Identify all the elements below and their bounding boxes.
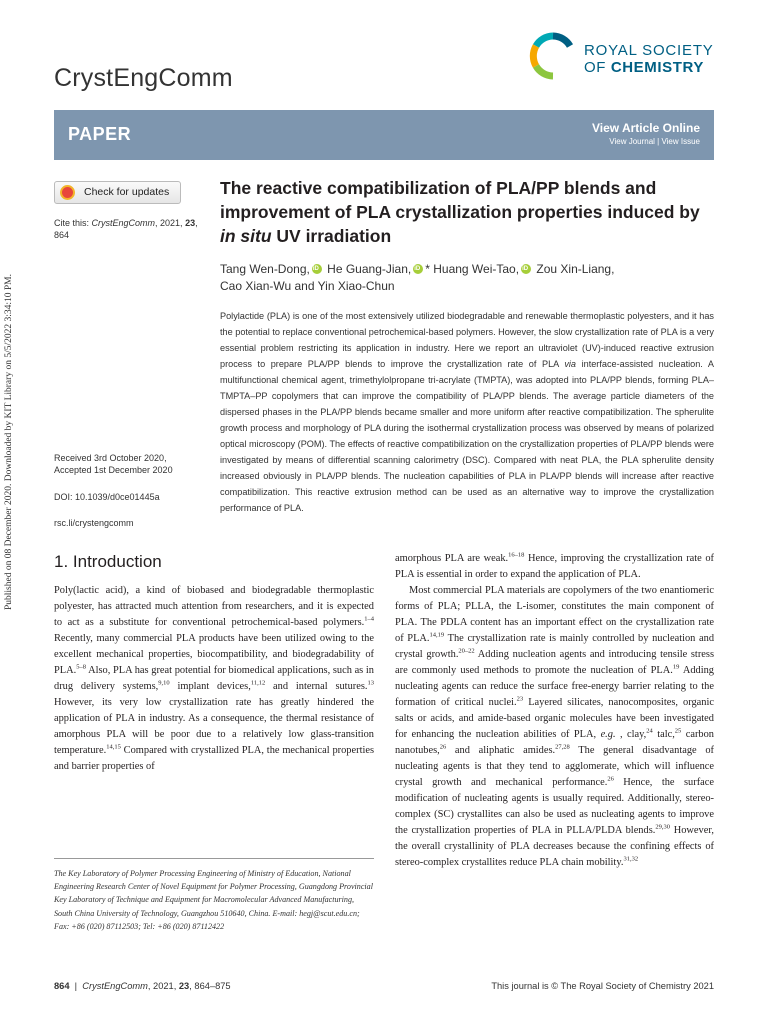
- publisher-of: OF: [584, 59, 611, 76]
- reference[interactable]: 24: [646, 727, 653, 735]
- cite-journal: CrystEngComm: [91, 218, 156, 228]
- affiliation-footnote: The Key Laboratory of Polymer Processing Engineering of Ministry of Education, National Engineering Research Center of Novel Equipment for Polymer Processing, Guangdong Provincial Key Laboratory of Technique and Equipment for Macromolecular Advanced Manufacturing, South China University of Technology, Guangzhou 510640, China. E-mail: hegj@scut.edu.cn; Fax: +86 (020) 87112503; Tel: +86 (020) 87112422: [54, 869, 373, 931]
- reference[interactable]: 29,30: [655, 823, 670, 831]
- title-part2: UV irradiation: [271, 226, 392, 246]
- view-article-online-link[interactable]: View Article Online: [591, 121, 700, 135]
- publisher-name-line2: [584, 59, 704, 76]
- reference[interactable]: 26: [607, 775, 614, 783]
- reference[interactable]: 31,32: [623, 855, 639, 863]
- article-title: [220, 176, 720, 248]
- reference[interactable]: 23: [516, 695, 524, 703]
- citation-info: [54, 217, 214, 241]
- journal-short-link[interactable]: rsc.li/crystengcomm: [54, 518, 134, 528]
- abstract: [220, 308, 714, 516]
- page-footer-citation: 864 | CrystEngComm, 2021, 23, 864–875: [54, 981, 231, 991]
- page-number: 864: [54, 981, 70, 991]
- reference[interactable]: 27,28: [555, 743, 570, 751]
- doi[interactable]: DOI: 10.1039/d0ce01445a: [54, 492, 160, 502]
- author-list: [220, 261, 700, 295]
- article-type-banner: [54, 110, 714, 160]
- author-5-6: Cao Xian-Wu and Yin Xiao-Chun: [220, 279, 395, 293]
- orcid-icon[interactable]: [413, 264, 423, 274]
- title-part1: The reactive compatibilization of PLA/PP blends and improvement of PLA crystallization properties induced by: [220, 178, 700, 222]
- title-italic: in situ: [220, 226, 272, 246]
- intro-left-column: [54, 583, 374, 775]
- reference[interactable]: 20–22: [458, 647, 475, 655]
- journal-name: CrystEngComm: [54, 64, 233, 92]
- article-type-label: PAPER: [68, 124, 132, 144]
- download-notice-text: Published on 08 December 2020. Downloaded by KIT Library on 5/5/2022 3:34:10 PM.: [4, 274, 14, 610]
- footer-journal: CrystEngComm: [82, 981, 148, 991]
- section-heading: 1. Introduction: [54, 552, 162, 571]
- rsc-logo-icon: [528, 32, 578, 80]
- intro-paragraph-continued: amorphous PLA are weak.$^{16-18}$ Hence, improving the crystallization rate of PLA is essential in order to expand the application of PLA.: [395, 551, 714, 580]
- cite-prefix: Cite this:: [54, 218, 92, 228]
- check-for-updates-label: Check for updates: [84, 186, 170, 198]
- reference[interactable]: 1–4: [364, 615, 374, 623]
- author-2: He Guang-Jian,: [323, 262, 412, 276]
- footnote-divider: [54, 858, 374, 859]
- accepted-date: Accepted 1st December 2020: [54, 465, 173, 475]
- corresponding-mark: *: [425, 262, 430, 276]
- reference[interactable]: 19: [672, 663, 680, 671]
- reference[interactable]: 11,12: [250, 679, 266, 687]
- abstract-part2: interface-assisted nucleation. A multifunctional chemical agent, trimethylolpropane tri-acrylate (TMPTA), was adopted into PLA/PP blends, forming PLA–TMPTA–PP copolymers that can improve the compatibility of PLA/PP blends. The average particle diameters of the dispersed phases in the PLA/PP blends became smaller and more uniform after reactive compatibilization. The spherulite growth process and morphology of PLA during the isothermal crystallization process was observed by means of polarized optical microscopy (POM). The effects of reactive compatibilization on the crystallization properties of PLA/PP blends were investigated by means of differential scanning calorimetry (DSC). Compared with neat PLA, the PLA spherulite density increased obviously in PLA/PP blends. The nucleation capabilities of PLA in PLA/PP blends will increase after reactive compatibilization. This reactive extrusion method can be used as an alternative way to improve the crystallization performance of PLA.: [220, 359, 714, 513]
- received-date: Received 3rd October 2020,: [54, 453, 167, 463]
- cite-volume: 23: [185, 218, 196, 228]
- reference[interactable]: 25: [674, 727, 682, 735]
- update-check-icon: [60, 185, 75, 200]
- orcid-icon[interactable]: [521, 264, 531, 274]
- download-notice: [4, 210, 18, 610]
- intro-right-column: [395, 551, 714, 871]
- reference[interactable]: 26: [439, 743, 447, 751]
- author-3: Huang Wei-Tao,: [429, 262, 520, 276]
- reference[interactable]: 9,10: [158, 679, 170, 687]
- intro-paragraph: Most commercial PLA materials are copolymers of the two enantiomeric forms of PLA; PLLA, the L-isomer, constitutes the main component of PLA. The PDLA content has an important effect on the crystallization rate of PLA.$^{14,19}$ The crystallization rate is mainly controlled by nucleation and crystal growth.$^{20-22}$ Adding nucleation agents and introducing tensile stress are commonly used methods to promote the nucleation of PLA.$^{19}$ Adding nucleating agents can reduce the surface free-energy barrier relating to the formation of critical nuclei.$^{23}$ Layered silicates, nanocomposites, organic salts or acids, and amide-based organic molecules have been investigated for enhancing the nucleation abilities of PLA, e.g. , clay,$^{24}$ talc,$^{25}$ carbon nanotubes,$^{26}$ and aliphatic amides.$^{27,28}$ The general disadvantage of nucleating agents is that they tend to agglomerate, which will influence crystal growth and mechanical performance.$^{26}$ Hence, the surface modification of nucleating agents is usually required. Additionally, stereo-complex (SC) crystallites can also be used as nucleating agents to improve the crystallization properties of PLA in PLLA/PLDA blends.$^{29,30}$ However, the overall crystallinity of PLA decreases because the confining effects of stereo-complex crystallites reduce PLA chain mobility.$^{31,32}$: [395, 585, 715, 868]
- orcid-icon[interactable]: [312, 264, 322, 274]
- abstract-part1: Polylactide (PLA) is one of the most extensively utilized biodegradable and renewable thermoplastic polyesters, and it has the potential to replace conventional petrochemical-based polymers. However, the slow crystallization rate of PLA is a very essential problem restricting its application in industry. Here we report an ultraviolet (UV)-induced reactive extrusion process to prepare PLA/PP blends to improve the crystallization rate of PLA: [220, 311, 714, 369]
- reference[interactable]: 16–18: [508, 551, 525, 559]
- reference[interactable]: 5–8: [76, 663, 86, 671]
- reference[interactable]: 14,15: [106, 743, 121, 751]
- reference[interactable]: 13: [367, 679, 374, 687]
- abstract-via: via: [564, 359, 576, 369]
- view-journal-issue-links[interactable]: View Journal | View Issue: [609, 137, 700, 146]
- author-4: Zou Xin-Liang,: [533, 262, 615, 276]
- cite-pages: , 864: [54, 218, 198, 240]
- reference[interactable]: 14,19: [429, 631, 445, 639]
- author-1: Tang Wen-Dong,: [220, 262, 310, 276]
- publisher-logo[interactable]: [528, 32, 718, 80]
- copyright-notice: This journal is © The Royal Society of Chemistry 2021: [491, 981, 714, 991]
- dates-info: [54, 452, 214, 476]
- publisher-name-line1: ROYAL SOCIETY: [584, 42, 714, 59]
- footer-volume: 23: [178, 981, 190, 991]
- publisher-chemistry: CHEMISTRY: [610, 59, 704, 76]
- intro-paragraph: Poly(lactic acid), a kind of biobased and biodegradable thermoplastic polyester, has attracted much attention from researchers, and it is expected to act as a substitute for conventional petrochemical-based polymers.$^{1-4}$ Recently, many commercial PLA products have been utilized owing to the excellent mechanical properties, biocompatibility, and biodegradability of PLA.$^{5-8}$ Also, PLA has great potential for biomedical applications, such as in drug delivery systems,$^{9,10}$ implant devices,$^{11,12}$ and internal sutures.$^{13}$ However, its very low crystallization rate has greatly hindered the application of PLA in industry. As a consequence, the thermal resistance of amorphous PLA will be poor due to a relatively low glass-transition temperature.$^{14,15}$ Compared with crystallized PLA, the mechanical properties and barrier properties of: [54, 585, 374, 772]
- check-for-updates-button[interactable]: [54, 181, 181, 204]
- cite-year: , 2021,: [155, 218, 186, 228]
